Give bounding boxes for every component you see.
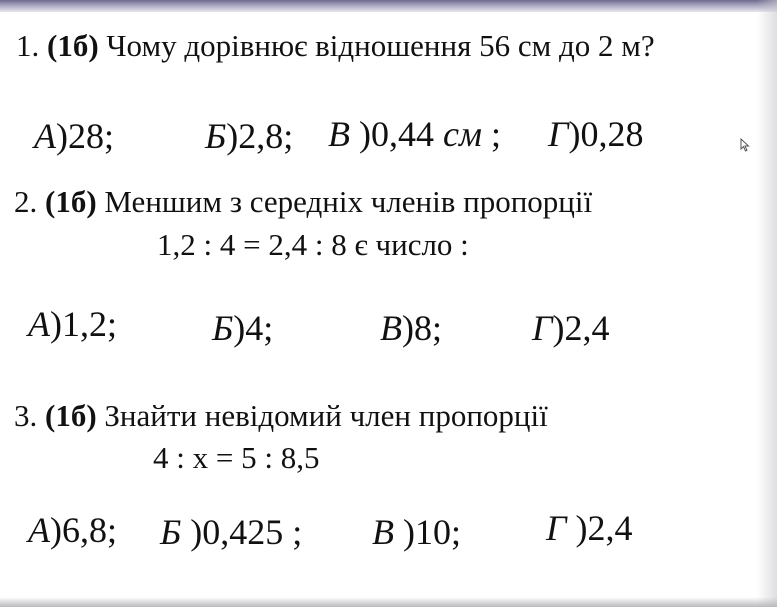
question-1-points: (1б) [47, 28, 99, 63]
q1-option-b-suffix: ; [283, 116, 294, 156]
q1-option-d-letter: Г [548, 114, 569, 154]
question-3-text: Знайти невідомий член пропорції [104, 398, 548, 433]
q1-option-c-unit: см [443, 114, 482, 154]
q2-option-d-letter: Г [532, 308, 553, 348]
q1-option-c-value: 0,44 [371, 114, 434, 154]
q2-option-a-value: 1,2 [62, 304, 107, 344]
q3-option-b-letter: Б [160, 512, 182, 552]
question-1 [16, 30, 655, 61]
q2-option-a-suffix: ; [107, 304, 118, 344]
question-3-points: (1б) [45, 398, 97, 433]
question-2-number: 2. [14, 184, 38, 219]
q3-option-c-suffix: ; [451, 512, 462, 552]
slide-bottom-shadow [0, 597, 777, 607]
q2-option-d-value: 2,4 [564, 308, 610, 348]
q3-option-d: Г )2,4 [546, 508, 633, 548]
q2-option-c-value: 8 [414, 308, 432, 348]
q3-option-a-suffix: ; [107, 510, 118, 550]
q3-option-a-value: 6,8 [62, 510, 107, 550]
question-1-text: Чому дорівнює відношення 56 см до 2 м? [106, 28, 655, 63]
q1-option-b-letter: Б [205, 116, 227, 156]
question-3 [14, 400, 548, 431]
question-3-number: 3. [14, 398, 38, 433]
q1-option-a-suffix: ; [104, 116, 115, 156]
q3-option-b: Б )0,425 ; [160, 512, 303, 552]
q1-option-c-suffix: ; [490, 114, 501, 154]
q2-option-b: Б)4; [212, 308, 274, 348]
q2-option-b-value: 4 [245, 308, 264, 348]
q2-option-a: А)1,2; [28, 304, 118, 344]
slide-right-shadow [757, 0, 777, 607]
q2-option-c: В)8; [380, 308, 443, 348]
question-2-text: Меншим з середніх членів пропорції [104, 184, 593, 219]
question-1-number: 1. [16, 28, 40, 63]
question-2 [14, 186, 592, 217]
q3-option-a-letter: А [28, 510, 50, 550]
mouse-pointer-icon [740, 138, 750, 152]
q1-option-c: В )0,44 см ; [328, 114, 501, 154]
q3-option-d-letter: Г [546, 508, 567, 548]
q1-option-d-value: 0,28 [580, 114, 644, 154]
q1-option-d: Г)0,28 [548, 114, 644, 154]
q1-option-b-value: 2,8 [238, 116, 284, 156]
q2-option-b-letter: Б [212, 308, 234, 348]
q2-option-b-suffix: ; [263, 308, 274, 348]
q3-option-b-value: 0,425 [202, 512, 284, 552]
q3-option-d-value: 2,4 [587, 508, 633, 548]
q3-option-c-value: 10 [415, 512, 451, 552]
q3-option-b-suffix: ; [292, 512, 303, 552]
slide-top-border [0, 0, 777, 12]
q1-option-a-letter: А [34, 116, 56, 156]
q1-option-b: Б)2,8; [205, 116, 294, 156]
q2-option-c-letter: В [380, 308, 402, 348]
q2-option-d: Г)2,4 [532, 308, 610, 348]
q3-option-c-letter: В [372, 512, 394, 552]
q3-option-c: В )10; [372, 512, 462, 552]
q1-option-c-letter: В [328, 114, 350, 154]
q2-option-c-suffix: ; [432, 308, 443, 348]
q1-option-a: А)28; [34, 116, 115, 156]
q3-option-a: А)6,8; [28, 510, 118, 550]
question-2-formula: 1,2 : 4 = 2,4 : 8 є число : [157, 227, 469, 262]
question-2-points: (1б) [45, 184, 97, 219]
q2-option-a-letter: А [28, 304, 50, 344]
q1-option-a-value: 28 [68, 116, 104, 156]
question-3-formula: 4 : х = 5 : 8,5 [153, 440, 320, 475]
